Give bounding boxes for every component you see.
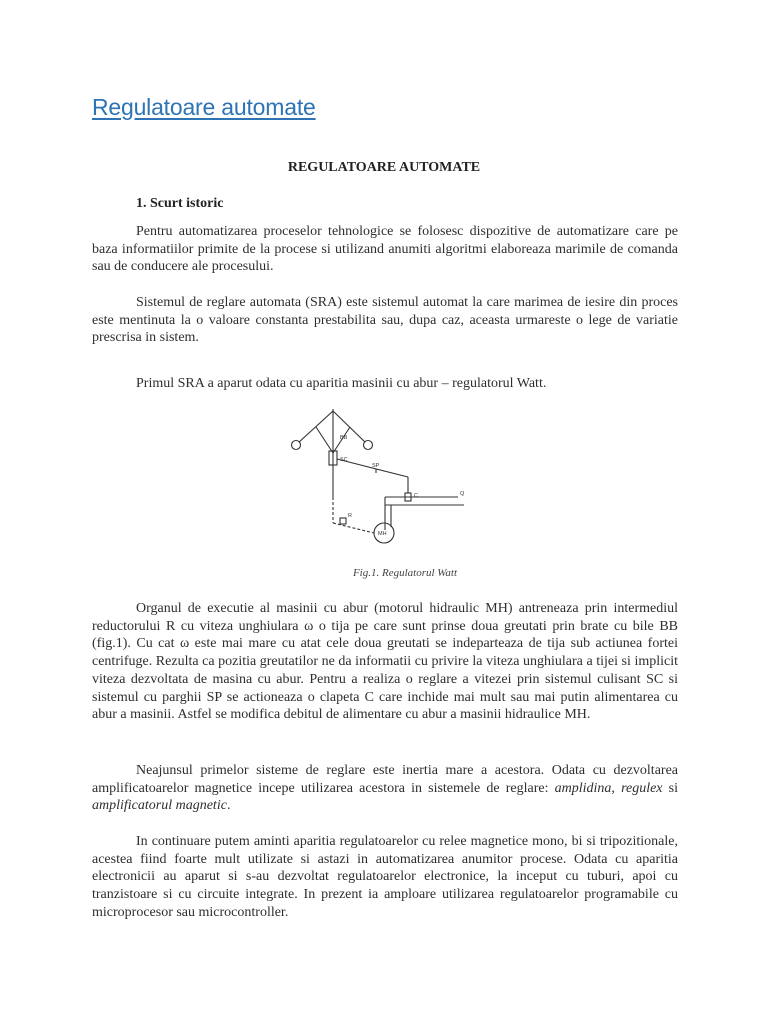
paragraph: Organul de executie al masinii cu abur (motorul hidraulic MH) antreneaza prin intermediul reductorului R cu viteza unghiulara ω o tija pe care sunt prinse doua greutati prin brate cu bile BB (fig.1). Cu cat ω este mai mare cu atat cele doua greutati se indeparteaza de tija sub actiunea fortei centrifuge. Rezulta ca pozitia greutatilor ne da informatii cu privire la viteza unghiulara a tijei si implicit viteza dezvoltata de masina cu abur. Pentru a realiza o reglare a vitezei prin sistemul culisant SC si sistemul cu parghii SP se actioneaza o clapeta C care inchide mai mult sau mai putin alimentarea cu abur a masinii. Astfel se modifica debitul de alimentare cu abur a masinii hidraulice MH.	[92, 601, 678, 723]
paragraph: Pentru automatizarea proceselor tehnologice se folosesc dispozitive de automatizare care pe baza informatiilor primite de la procese si utilizand anumiti algoritmi elaboreaza marimile de comanda sau de conducere ale procesului.	[92, 224, 678, 275]
main-heading: REGULATOARE AUTOMATE	[287, 160, 481, 175]
label-sc: SC	[340, 457, 348, 463]
label-sp: SP	[372, 463, 380, 469]
watt-regulator-figure	[288, 405, 472, 550]
section-heading: 1. Scurt istoric	[136, 196, 224, 211]
left-link	[316, 427, 333, 453]
paragraph	[92, 762, 678, 815]
term-regulex: regulex	[621, 780, 663, 796]
paragraph-end: .	[226, 798, 231, 814]
paragraph: In continuare putem aminti aparitia regulatoarelor cu relee magnetice mono, bi si tripozitionale, acestea fiind foarte mult utilizate si astazi in automatizarea anumitor procese. Odata cu aparitia electronicii au aparut si s-au dezvoltat regulatoarelor electronice, la inceput cu tuburi, apoi cu tranzistoare si cu circuite integrate. In prezent ia amploare utilizarea regulatoarelor programabile cu microprocesor sau microcontroller.	[92, 834, 678, 920]
paragraph: Primul SRA a aparut odata cu aparitia masinii cu abur – regulatorul Watt.	[136, 376, 547, 391]
reductor-link	[333, 523, 374, 533]
label-q: Q	[460, 491, 465, 497]
label-bb: BB	[340, 435, 348, 441]
left-arm	[298, 411, 333, 443]
label-r: R	[348, 513, 352, 519]
paragraph-text: Neajunsul primelor sisteme de reglare este inertia mare a acestora. Odata cu dezvoltarea amplificatoarelor magnetice incepe utilizarea acestora in sistemele de reglare:	[92, 763, 678, 796]
figure-caption: Fig.1. Regulatorul Watt	[352, 567, 458, 579]
term-amplificator: amplificatorul magnetic	[92, 798, 227, 814]
document-title[interactable]: Regulatoare automate	[92, 94, 316, 120]
separator: ,	[611, 780, 622, 796]
paragraph: Sistemul de reglare automata (SRA) este sistemul automat la care marimea de iesire din proces este mentinuta la o valoare constanta prestabilita sau, dupa caz, aceasta urmareste o lege de variatie prescrisa in sistem.	[92, 295, 678, 346]
separator: si	[662, 780, 679, 796]
right-ball	[364, 441, 373, 450]
left-ball	[292, 441, 301, 450]
reductor	[340, 518, 346, 524]
label-mh: MH	[378, 531, 387, 537]
term-amplidina: amplidina	[554, 780, 612, 796]
label-c: C	[414, 493, 418, 499]
